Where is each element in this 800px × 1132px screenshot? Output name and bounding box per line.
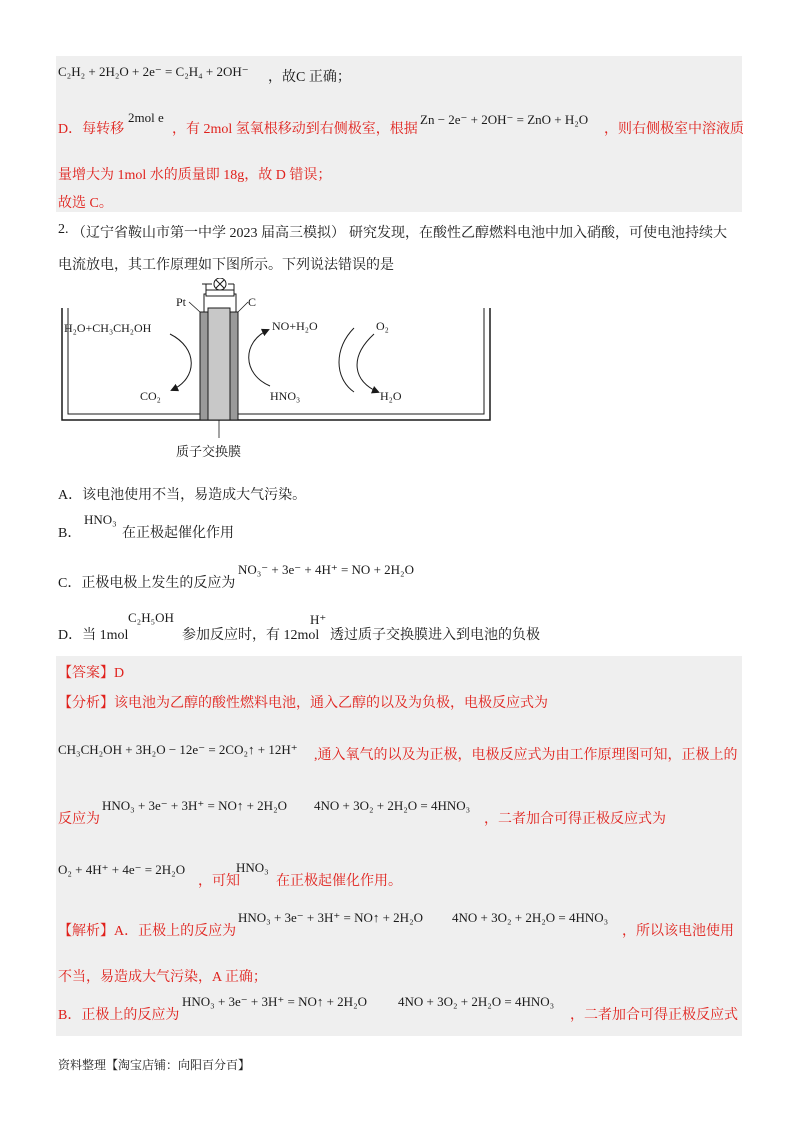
- option-b-text: 在正极起催化作用: [122, 526, 234, 541]
- jiexi-a-eq1: HNO₃ + 3e⁻ + 3H⁺ = NO↑ + 2H₂O: [238, 910, 423, 925]
- c-label: C: [248, 295, 257, 309]
- left-product: CO₂: [140, 389, 161, 403]
- d-conclusion: 故选 C。: [58, 196, 113, 211]
- option-b-formula: HNO₃: [84, 512, 117, 527]
- d-equation: Zn − 2e⁻ + 2OH⁻ = ZnO + H₂O: [420, 112, 589, 127]
- jiexi-a-eq2: 4NO + 3O₂ + 2H₂O = 4HNO₃: [452, 910, 609, 925]
- question-stem-2: 电流放电，其工作原理如下图所示。下列说法错误的是: [58, 258, 394, 273]
- d-mid: ，有 2mol 氢氧根移动到右侧极室，根据: [172, 122, 418, 137]
- equation-c2h2: C₂H₂ + 2H₂O + 2e⁻ = C₂H₄ + 2OH⁻: [58, 64, 249, 79]
- c-electrode: [230, 312, 238, 420]
- analysis-line3-prefix: 反应为: [58, 812, 100, 827]
- analysis-eq3: 4NO + 3O₂ + 2H₂O = 4HNO₃: [314, 798, 471, 813]
- analysis-line2: ,通入氧气的以及为正极，电极反应式为由工作原理图可知，正极上的: [314, 748, 738, 763]
- analysis-label: 【分析】: [58, 696, 114, 711]
- answer-label: 【答案】D: [58, 666, 125, 681]
- analysis-eq4: O₂ + 4H⁺ + 4e⁻ = 2H₂O: [58, 862, 186, 877]
- analysis-line4-mid: ，可知: [198, 874, 240, 889]
- jiexi-label: 【解析】: [58, 924, 114, 939]
- question-source: （辽宁省鞍山市第一中学 2023 届高三模拟）: [72, 226, 345, 241]
- option-d-mid: 参加反应时，有 12mol: [182, 628, 320, 643]
- jiexi-b-eq1: HNO₃ + 3e⁻ + 3H⁺ = NO↑ + 2H₂O: [182, 994, 367, 1009]
- analysis-eq1: CH₃CH₂OH + 3H₂O − 12e⁻ = 2CO₂↑ + 12H⁺: [58, 742, 298, 757]
- option-d-end: 透过质子交换膜进入到电池的负极: [330, 628, 540, 643]
- d-end: ，则右侧极室中溶液质: [604, 122, 744, 137]
- left-arrow: [170, 334, 191, 390]
- jiexi-b-end: ，二者加合可得正极反应式: [570, 1008, 738, 1023]
- membrane-label: 质子交换膜: [176, 444, 242, 459]
- d-line2: 量增大为 1mol 水的质量即 18g，故 D 错误；: [58, 168, 332, 183]
- no-h2o-label: NO+H₂O: [272, 319, 318, 333]
- option-d-prefix: D．当 1mol: [58, 628, 129, 643]
- question-stem-1: 研究发现，在酸性乙醇燃料电池中加入硝酸，可使电池持续大: [349, 226, 727, 241]
- question-number: 2.: [58, 222, 69, 237]
- jiexi-a-end: ，所以该电池使用: [622, 924, 734, 939]
- right-arrow-up: [249, 330, 270, 386]
- option-c-prefix: C．正极电极上发生的反应为: [58, 576, 236, 591]
- option-c-equation: NO₃⁻ + 3e⁻ + 4H⁺ = NO + 2H₂O: [238, 562, 414, 577]
- cycle-arrow-right: [357, 334, 378, 392]
- jiexi-a-line2: 不当，易造成大气污染，A 正确；: [58, 970, 267, 985]
- jiexi-b-eq2: 4NO + 3O₂ + 2H₂O = 4HNO₃: [398, 994, 555, 1009]
- cycle-arrow-left: [339, 328, 354, 392]
- h2o-label: H₂O: [380, 389, 402, 403]
- option-b-prefix: B．: [58, 526, 82, 541]
- analysis-eq2: HNO₃ + 3e⁻ + 3H⁺ = NO↑ + 2H₂O: [102, 798, 287, 813]
- analysis-line3-end: ，二者加合可得正极反应式为: [484, 812, 666, 827]
- footer-text: 资料整理【淘宝店铺：向阳百分百】: [58, 1058, 251, 1072]
- fuel-cell-diagram: [58, 278, 498, 468]
- analysis-line4-end: 在正极起催化作用。: [276, 874, 402, 889]
- option-d-ion: H⁺: [310, 612, 327, 627]
- jiexi-a-prefix: A．正极上的反应为: [114, 924, 237, 939]
- pt-label: Pt: [176, 295, 187, 309]
- analysis-formula: HNO₃: [236, 860, 269, 875]
- o2-label: O₂: [376, 319, 389, 333]
- hno3-label: HNO₃: [270, 389, 301, 403]
- d-prefix: D．每转移: [58, 122, 125, 137]
- option-a: A．该电池使用不当，易造成大气污染。: [58, 488, 307, 503]
- left-reactant: H₂O+CH₃CH₂OH: [64, 321, 152, 335]
- option-d-formula: C₂H₅OH: [128, 610, 174, 625]
- proton-exchange-membrane: [208, 308, 230, 420]
- d-amount: 2mol e: [128, 110, 164, 125]
- pt-electrode: [200, 312, 208, 420]
- analysis-line1: 该电池为乙醇的酸性燃料电池，通入乙醇的以及为负极，电极反应式为: [114, 696, 548, 711]
- jiexi-b-prefix: B．正极上的反应为: [58, 1008, 180, 1023]
- line1-text: ，故C 正确；: [268, 70, 351, 85]
